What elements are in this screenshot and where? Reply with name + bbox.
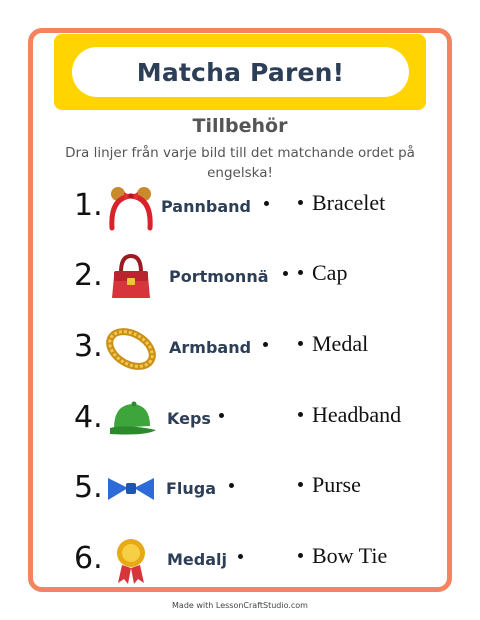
match-dot-right[interactable]: [298, 482, 303, 487]
english-option[interactable]: [298, 331, 368, 357]
english-option[interactable]: [298, 260, 347, 286]
item-number: 4.: [74, 400, 103, 435]
match-dot-left[interactable]: [283, 271, 288, 276]
match-row-5: [0, 460, 480, 520]
instructions: Dra linjer från varje bild till det matchande ordet på engelska!: [65, 145, 415, 181]
item-number: 2.: [74, 258, 103, 293]
swedish-word: Medalj: [167, 550, 227, 569]
english-word: Cap: [312, 260, 348, 285]
match-row-1: [0, 178, 480, 238]
match-dot-right[interactable]: [298, 200, 303, 205]
english-word: Headband: [312, 402, 402, 427]
english-word: Bracelet: [312, 190, 386, 215]
item-number: 3.: [74, 329, 103, 364]
item-number: 6.: [74, 541, 103, 576]
cap-icon: [104, 394, 158, 444]
bow-tie-icon: [104, 464, 158, 514]
english-option[interactable]: [298, 543, 387, 569]
match-dot-left[interactable]: [264, 201, 269, 206]
english-option[interactable]: [298, 472, 361, 498]
english-word: Medal: [312, 331, 369, 356]
swedish-word: Portmonnä: [169, 267, 269, 286]
match-dot-right[interactable]: [298, 412, 303, 417]
swedish-word: Pannband: [161, 197, 251, 216]
match-dot-right[interactable]: [298, 553, 303, 558]
title-pill: [72, 47, 409, 97]
footer-credit: Made with LessonCraftStudio.com: [172, 601, 308, 610]
bracelet-icon: [104, 323, 158, 373]
match-row-4: [0, 390, 480, 450]
swedish-word: Fluga: [166, 479, 217, 498]
match-dot-right[interactable]: [298, 270, 303, 275]
medal-icon: [104, 535, 158, 585]
match-dot-right[interactable]: [298, 341, 303, 346]
headband-icon: [104, 182, 158, 232]
match-dot-left[interactable]: [219, 413, 224, 418]
english-option[interactable]: [298, 402, 401, 428]
item-number: 5.: [74, 470, 103, 505]
english-word: Bow Tie: [312, 543, 388, 568]
english-word: Purse: [312, 472, 361, 497]
purse-icon: [104, 252, 158, 302]
topic-heading: Tillbehör: [192, 115, 288, 137]
item-number: 1.: [74, 188, 103, 223]
match-row-6: [0, 531, 480, 591]
match-row-2: [0, 248, 480, 308]
page-title: Matcha Paren!: [136, 57, 345, 87]
english-option[interactable]: [298, 190, 385, 216]
swedish-word: Armband: [169, 338, 252, 357]
match-row-3: [0, 319, 480, 379]
match-dot-left[interactable]: [238, 554, 243, 559]
match-dot-left[interactable]: [263, 342, 268, 347]
match-dot-left[interactable]: [229, 483, 234, 488]
swedish-word: Keps: [167, 409, 211, 428]
